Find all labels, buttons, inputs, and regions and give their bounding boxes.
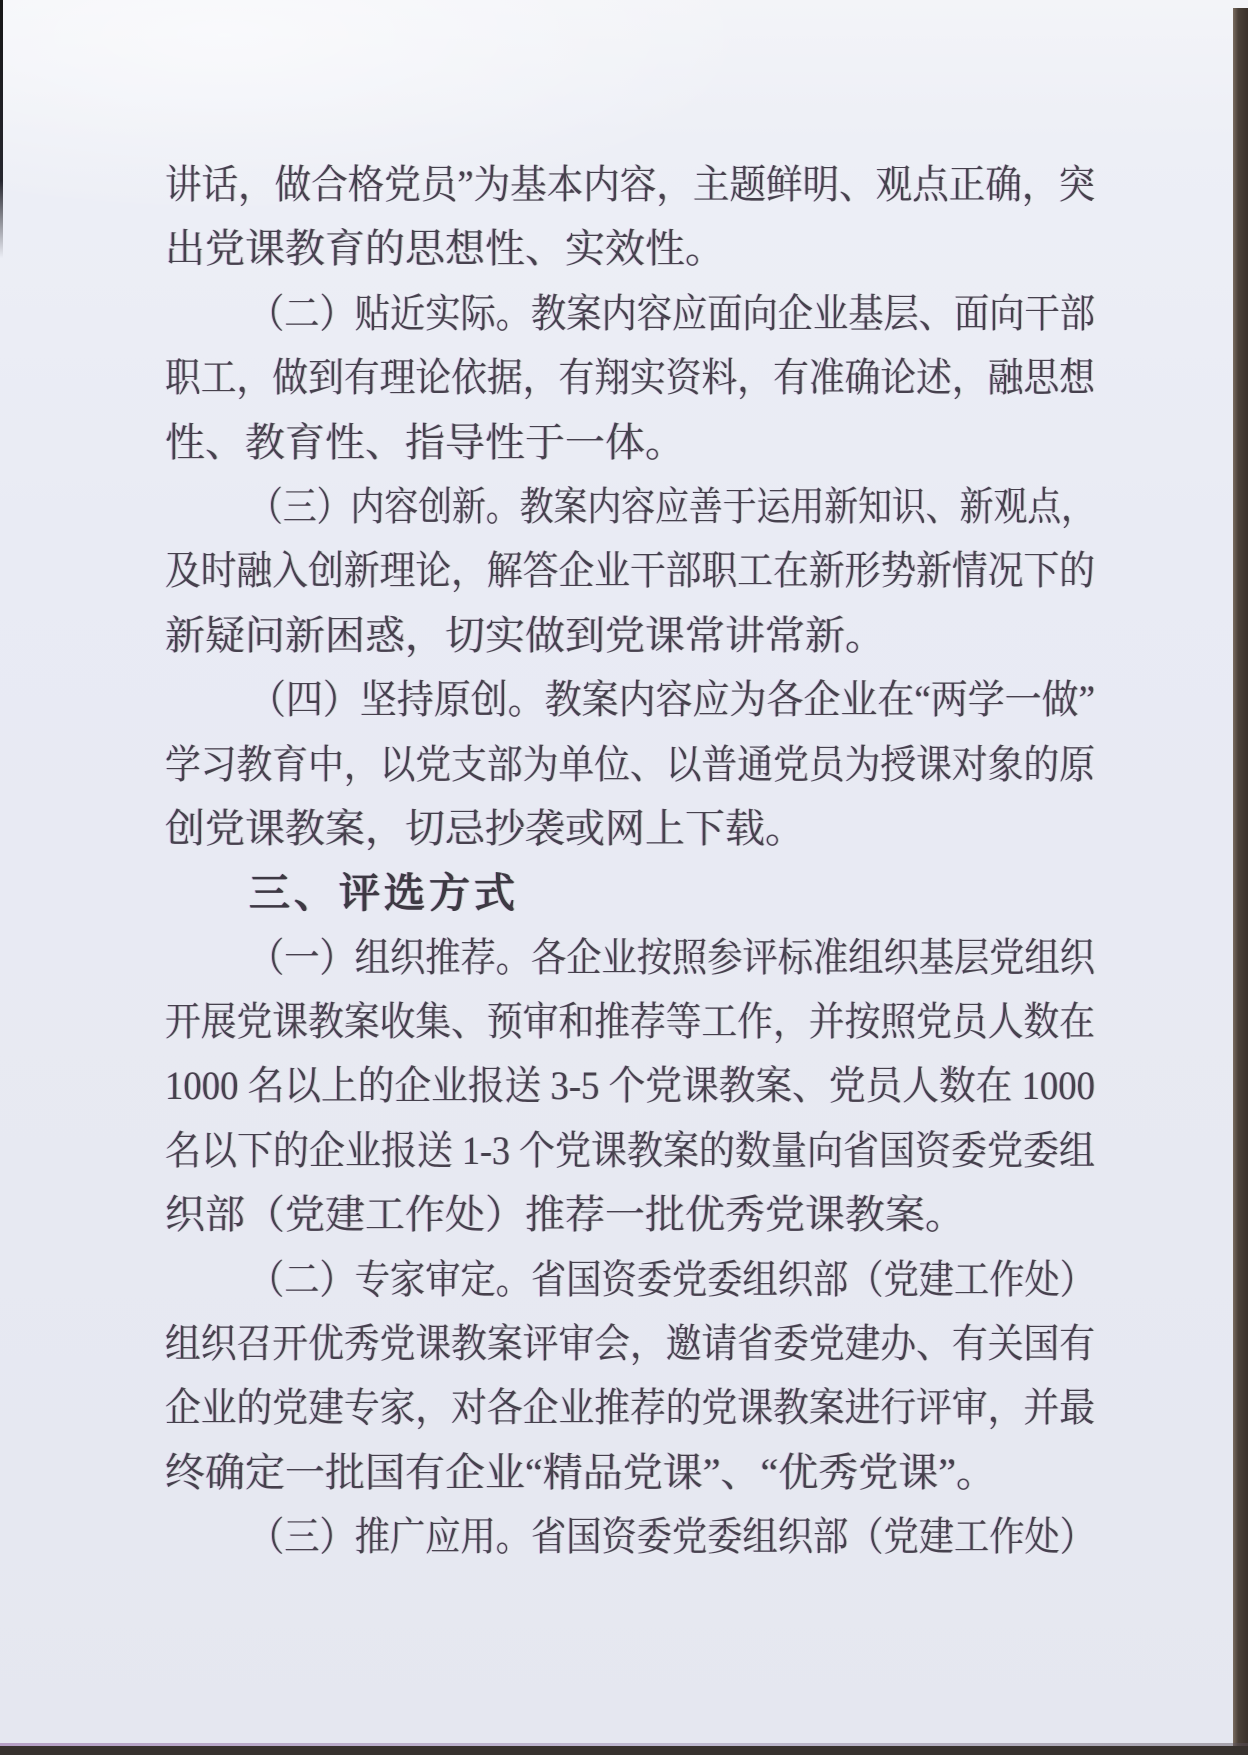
text-line: 创党课教案，切忌抄袭或网上下载。 [165,805,805,851]
text-line: 织部（党建工作处）推荐一批优秀党课教案。 [165,1192,965,1238]
text-line: 及时融入创新理论，解答企业干部职工在新形势新情况下的 [165,548,1095,594]
text-line: （二）专家审定。省国资委党委组织部（党建工作处） [249,1256,1095,1302]
text-line: 名以下的企业报送 1-3 个党课教案的数量向省国资委党委组 [165,1127,1095,1173]
text-line: （三）推广应用。省国资委党委组织部（党建工作处） [249,1514,1095,1560]
text-line: 性、教育性、指导性于一体。 [165,419,685,465]
scan-edge-artifact-right [1233,8,1248,1755]
text-line: 学习教育中，以党支部为单位、以普通党员为授课对象的原 [165,741,1095,787]
text-line: （二）贴近实际。教案内容应面向企业基层、面向干部 [249,290,1095,336]
document-text-block [165,153,1095,1570]
section-heading: 三、评选方式 [249,870,519,917]
text-line: 开展党课教案收集、预审和推荐等工作，并按照党员人数在 [165,999,1095,1045]
text-line: 1000 名以上的企业报送 3-5 个党课教案、党员人数在 1000 [165,1063,1095,1109]
text-line: 新疑问新困惑，切实做到党课常讲常新。 [165,612,885,658]
text-line: 出党课教育的思想性、实效性。 [165,226,725,272]
text-line: （四）坚持原创。教案内容应为各企业在“两学一做” [249,677,1095,723]
scan-edge-artifact-left [0,0,3,258]
text-line: （三）内容创新。教案内容应善于运用新知识、新观点， [249,483,1095,529]
text-line: 讲话，做合格党员”为基本内容，主题鲜明、观点正确，突 [165,162,1095,207]
text-line: 组织召开优秀党课教案评审会，邀请省委党建办、有关国有 [165,1321,1095,1367]
text-line: 职工，做到有理论依据，有翔实资料，有准确论述，融思想 [165,355,1095,401]
scan-edge-artifact-bottom [0,1746,1248,1755]
text-line: 终确定一批国有企业“精品党课”、“优秀党课”。 [165,1449,997,1495]
text-line: （一）组织推荐。各企业按照参评标准组织基层党组织 [249,934,1095,980]
text-line: 企业的党建专家，对各企业推荐的党课教案进行评审，并最 [165,1385,1095,1431]
